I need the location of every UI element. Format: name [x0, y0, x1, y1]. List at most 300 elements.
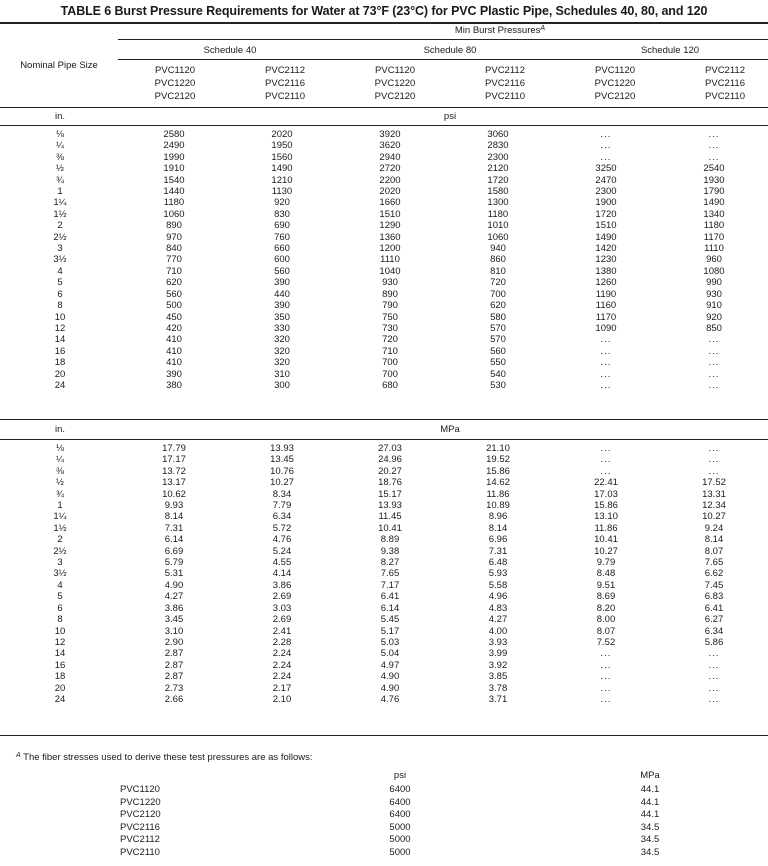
pressure-cell: 810 [490, 265, 506, 277]
pressure-cell: 1510 [379, 208, 401, 220]
pressure-cell: 320 [274, 334, 290, 346]
fiber-psi-value: 6400 [389, 809, 411, 820]
pressure-cell: 3.78 [488, 682, 508, 694]
footnote-mpa-header: MPa [640, 770, 660, 781]
table-row [0, 323, 768, 334]
pressure-cell: 4.55 [272, 557, 292, 569]
pressure-cell: ... [600, 454, 612, 466]
pressure-cell: 920 [274, 197, 290, 209]
pressure-cell: 1040 [379, 265, 401, 277]
pipe-size-cell: 2½ [53, 231, 67, 243]
pressure-cell: 13.31 [702, 488, 726, 500]
pressure-cell: 2940 [379, 151, 401, 163]
pressure-cell: 660 [274, 243, 290, 255]
pressure-cell: 9.93 [164, 500, 184, 512]
pressure-cell: 600 [274, 254, 290, 266]
pipe-size-cell: 14 [54, 648, 66, 660]
pressure-cell: 720 [490, 277, 506, 289]
pipe-size-cell: 4 [57, 265, 63, 277]
pressure-cell: 2490 [163, 140, 185, 152]
pipe-size-cell: 2½ [53, 545, 67, 557]
table-row [0, 534, 768, 545]
pressure-cell: 7.31 [488, 545, 508, 557]
table-row [0, 500, 768, 511]
pressure-cell: 1720 [487, 174, 509, 186]
pressure-cell: 1170 [595, 311, 617, 323]
pressure-cell: 1910 [163, 163, 185, 175]
pressure-cell: 790 [382, 300, 398, 312]
table-row [0, 580, 768, 591]
pressure-cell: 17.17 [162, 454, 186, 466]
mpa-unit-rule [0, 439, 768, 440]
pressure-cell: 580 [490, 311, 506, 323]
table-row [0, 175, 768, 186]
table-row [0, 603, 768, 614]
table-row [0, 546, 768, 557]
fiber-material: PVC1120 [120, 784, 160, 795]
pressure-cell: 350 [274, 311, 290, 323]
pressure-cell: 2200 [379, 174, 401, 186]
pressure-cell: 7.79 [272, 500, 292, 512]
schedule-40-header: Schedule 40 [203, 45, 257, 56]
pressure-cell: 13.93 [378, 500, 402, 512]
pressure-cell: 4.97 [380, 659, 400, 671]
pressure-cell: ... [600, 151, 612, 163]
pressure-cell: 6.41 [380, 591, 400, 603]
pressure-cell: 2.73 [164, 682, 184, 694]
min-burst-label: Min Burst Pressures [454, 25, 541, 36]
pressure-cell: 13.17 [162, 477, 186, 489]
pressure-cell: 560 [274, 265, 290, 277]
pressure-cell: 3.45 [164, 614, 184, 626]
material-grade: PVC1220 [594, 78, 636, 89]
pressure-cell: 8.96 [488, 511, 508, 523]
pressure-cell: 7.31 [164, 522, 184, 534]
pressure-cell: ... [708, 334, 720, 346]
pressure-cell: 20.27 [378, 465, 402, 477]
pressure-cell: 560 [490, 345, 506, 357]
fiber-mpa-value: 44.1 [640, 784, 660, 795]
pressure-cell: 12.34 [702, 500, 726, 512]
pressure-cell: 6.34 [704, 625, 724, 637]
pressure-cell: 13.45 [270, 454, 294, 466]
fiber-mpa-value: 34.5 [640, 821, 660, 833]
pipe-size-cell: 14 [54, 334, 66, 346]
footnote [16, 752, 313, 763]
psi-unit-label: psi [443, 111, 457, 122]
pressure-cell: 1950 [271, 140, 293, 152]
table-row [0, 568, 768, 579]
pressure-cell: 8.14 [488, 522, 508, 534]
pressure-cell: 1380 [595, 265, 617, 277]
pressure-cell: 3.99 [488, 648, 508, 660]
pressure-cell: 3.10 [164, 625, 184, 637]
material-grade: PVC2120 [154, 91, 196, 102]
pressure-cell: 8.69 [596, 591, 616, 603]
pressure-cell: ... [600, 443, 612, 454]
fiber-psi-value: 6400 [389, 796, 411, 808]
pressure-cell: 550 [490, 357, 506, 369]
pressure-cell: 1440 [163, 186, 185, 198]
pressure-cell: 2.87 [164, 659, 184, 671]
pipe-size-cell: ¾ [56, 488, 64, 500]
fiber-psi-value: 5000 [389, 846, 411, 858]
pressure-cell: 1900 [595, 197, 617, 209]
pipe-size-cell: 3 [57, 243, 63, 255]
pressure-cell: 990 [706, 277, 722, 289]
pressure-cell: 8.89 [380, 534, 400, 546]
pressure-cell: 11.86 [594, 522, 618, 534]
pressure-cell: 840 [166, 243, 182, 255]
pressure-cell: 8.14 [704, 534, 724, 546]
pressure-cell: 4.90 [380, 682, 400, 694]
pressure-cell: ... [600, 693, 612, 705]
table-row [0, 614, 768, 625]
pressure-cell: 1180 [487, 208, 509, 220]
fiber-mpa-value: 34.5 [640, 834, 660, 845]
pressure-cell: 530 [490, 379, 506, 391]
pressure-cell: 410 [166, 345, 182, 357]
material-grade: PVC2112 [485, 65, 525, 76]
pressure-cell: 540 [490, 368, 506, 380]
psi-unit-rule [0, 125, 768, 126]
table-row [0, 129, 768, 140]
pressure-cell: 6.34 [272, 511, 292, 523]
pressure-cell: ... [708, 671, 720, 683]
pressure-cell: 10.27 [270, 477, 294, 489]
pressure-cell: 830 [274, 208, 290, 220]
table-row [0, 209, 768, 220]
pressure-cell: 2.66 [164, 693, 184, 705]
fiber-material: PVC2112 [120, 834, 160, 845]
pressure-cell: ... [708, 140, 720, 152]
pressure-cell: 10.41 [378, 522, 402, 534]
pressure-cell: ... [708, 151, 720, 163]
schedule-80-header: Schedule 80 [423, 45, 477, 56]
pressure-cell: 6.27 [704, 614, 724, 626]
pipe-size-cell: 1½ [53, 208, 67, 220]
pressure-cell: 1540 [163, 174, 185, 186]
table-row [0, 511, 768, 522]
fiber-material: PVC2116 [120, 821, 160, 833]
pressure-cell: 1010 [487, 220, 509, 232]
pressure-cell: 2.17 [272, 682, 292, 694]
table-row [0, 369, 768, 380]
pressure-cell: 1110 [380, 254, 400, 266]
pressure-cell: 710 [166, 265, 182, 277]
pressure-cell: 4.27 [164, 591, 184, 603]
pressure-cell: 6.69 [164, 545, 184, 557]
table-row [0, 671, 768, 682]
pressure-cell: ... [600, 129, 612, 140]
pressure-cell: 320 [274, 357, 290, 369]
pressure-cell: 700 [382, 368, 398, 380]
pressure-cell: 700 [382, 357, 398, 369]
table-row [0, 277, 768, 288]
pressure-cell: 24.96 [378, 454, 402, 466]
pressure-cell: 7.45 [704, 579, 724, 591]
pressure-cell: 1990 [163, 151, 185, 163]
pressure-cell: ... [600, 368, 612, 380]
pressure-cell: 2300 [595, 186, 617, 198]
pipe-size-cell: ½ [56, 163, 64, 175]
pressure-cell: 10.27 [594, 545, 618, 557]
pressure-cell: 1090 [595, 322, 617, 334]
table-row [0, 557, 768, 568]
pressure-cell: 5.17 [380, 625, 400, 637]
pipe-size-cell: 1 [57, 500, 63, 512]
pressure-cell: 11.86 [486, 488, 510, 500]
pipe-size-cell: 24 [54, 379, 66, 391]
min-burst-header [400, 25, 600, 36]
pressure-cell: 1230 [595, 254, 617, 266]
table-row [0, 186, 768, 197]
pressure-cell: 10.76 [270, 465, 294, 477]
pressure-cell: 4.27 [488, 614, 508, 626]
pressure-cell: 5.03 [380, 636, 400, 648]
table-row [0, 163, 768, 174]
pressure-cell: 1560 [271, 151, 293, 163]
pressure-cell: 6.48 [488, 557, 508, 569]
pipe-size-cell: 18 [54, 357, 66, 369]
pressure-cell: 15.17 [378, 488, 402, 500]
pressure-cell: 1080 [703, 265, 725, 277]
pressure-cell: 2.69 [272, 614, 292, 626]
pressure-cell: 770 [166, 254, 182, 266]
pressure-cell: 13.93 [270, 443, 294, 454]
pressure-cell: ... [600, 648, 612, 660]
material-grade: PVC2116 [265, 78, 305, 89]
psi-table [0, 129, 768, 391]
pressure-cell: 2300 [487, 151, 509, 163]
pressure-cell: 4.76 [380, 693, 400, 705]
pressure-cell: 1580 [487, 186, 509, 198]
pipe-size-cell: 8 [57, 300, 63, 312]
pressure-cell: 1160 [595, 300, 617, 312]
pipe-size-cell: 6 [57, 602, 63, 614]
pressure-cell: 390 [274, 277, 290, 289]
pipe-size-cell: 18 [54, 671, 66, 683]
pressure-cell: 3.86 [272, 579, 292, 591]
pressure-cell: ... [708, 379, 720, 391]
pressure-cell: 960 [706, 254, 722, 266]
pressure-cell: ... [600, 465, 612, 477]
pressure-cell: 2.24 [272, 648, 292, 660]
pressure-cell: 5.31 [164, 568, 184, 580]
pipe-size-cell: 8 [57, 614, 63, 626]
pressure-cell: 1180 [163, 197, 185, 209]
pressure-cell: 15.86 [486, 465, 510, 477]
table-row [0, 140, 768, 151]
table-row [0, 380, 768, 391]
pressure-cell: 22.41 [594, 477, 618, 489]
pressure-cell: 2540 [703, 163, 725, 175]
pipe-size-cell: 2 [57, 220, 63, 232]
pressure-cell: 8.07 [596, 625, 616, 637]
pressure-cell: 1490 [271, 163, 293, 175]
pressure-cell: ... [600, 140, 612, 152]
pressure-cell: 2580 [163, 129, 185, 140]
pressure-cell: 750 [382, 311, 398, 323]
pressure-cell: 13.72 [162, 465, 186, 477]
pressure-cell: ... [600, 379, 612, 391]
fiber-psi-value: 5000 [389, 821, 411, 833]
pressure-cell: 720 [382, 334, 398, 346]
pressure-cell: 1130 [271, 186, 293, 198]
pressure-cell: 3.71 [488, 693, 508, 705]
table-row [0, 626, 768, 637]
pipe-size-cell: 24 [54, 693, 66, 705]
pressure-cell: 1490 [703, 197, 725, 209]
table-row [0, 648, 768, 659]
table-row [0, 454, 768, 465]
material-grade: PVC2110 [705, 91, 745, 102]
pressure-cell: 1790 [703, 186, 725, 198]
pressure-cell: 2020 [271, 129, 293, 140]
pressure-cell: 6.41 [704, 602, 724, 614]
pressure-cell: 730 [382, 322, 398, 334]
pressure-cell: 6.96 [488, 534, 508, 546]
table-row [0, 152, 768, 163]
pressure-cell: 1060 [487, 231, 509, 243]
pipe-size-cell: 10 [54, 625, 66, 637]
table-row [0, 591, 768, 602]
pipe-size-cell: ¼ [56, 140, 64, 152]
pressure-cell: 1260 [595, 277, 617, 289]
pipe-size-cell: 20 [54, 368, 66, 380]
pressure-cell: 5.04 [380, 648, 400, 660]
pressure-cell: 1930 [703, 174, 725, 186]
fiber-material: PVC2110 [120, 846, 160, 858]
material-grade: PVC2112 [705, 65, 745, 76]
table-row [0, 489, 768, 500]
pressure-cell: 3.03 [272, 602, 292, 614]
pressure-cell: 4.14 [272, 568, 292, 580]
pressure-cell: 4.96 [488, 591, 508, 603]
pipe-size-cell: ⅛ [56, 129, 64, 140]
table-row [0, 243, 768, 254]
pressure-cell: 1660 [379, 197, 401, 209]
pressure-cell: 2020 [379, 186, 401, 198]
table-row [0, 357, 768, 368]
pressure-cell: 3250 [595, 163, 617, 175]
pressure-cell: 7.65 [380, 568, 400, 580]
pressure-cell: 11.45 [378, 511, 402, 523]
material-grade: PVC1220 [374, 78, 416, 89]
pressure-cell: ... [708, 443, 720, 454]
top-rule [0, 22, 768, 24]
pressure-cell: 1290 [379, 220, 401, 232]
pipe-size-cell: 16 [54, 659, 66, 671]
pipe-size-cell: ¼ [56, 454, 64, 466]
pressure-cell: 3060 [487, 129, 509, 140]
table-row [0, 334, 768, 345]
pressure-cell: ... [708, 345, 720, 357]
pipe-size-cell: 6 [57, 288, 63, 300]
pressure-cell: 9.79 [596, 557, 616, 569]
pipe-size-cell: 2 [57, 534, 63, 546]
pressure-cell: 1110 [704, 243, 724, 255]
material-grade: PVC1120 [375, 65, 415, 76]
header-bottom-rule [0, 107, 768, 108]
pressure-cell: 5.79 [164, 557, 184, 569]
fiber-material: PVC2120 [120, 809, 161, 820]
fiber-psi-value: 6400 [389, 784, 411, 795]
pressure-cell: 17.03 [594, 488, 618, 500]
pressure-cell: 8.07 [704, 545, 724, 557]
pressure-cell: 2.69 [272, 591, 292, 603]
pressure-cell: 9.51 [596, 579, 616, 591]
section-divider-rule [0, 419, 768, 420]
pressure-cell: 7.65 [704, 557, 724, 569]
pipe-size-cell: 1 [57, 186, 63, 198]
pressure-cell: 1190 [595, 288, 617, 300]
pressure-cell: 390 [274, 300, 290, 312]
material-grade: PVC2112 [265, 65, 305, 76]
pressure-cell: ... [600, 682, 612, 694]
pressure-cell: 2120 [487, 163, 509, 175]
pressure-cell: 10.41 [594, 534, 618, 546]
pressure-cell: 8.34 [272, 488, 292, 500]
pressure-cell: 17.79 [162, 443, 186, 454]
pressure-cell: 570 [490, 322, 506, 334]
material-grade: PVC2116 [485, 78, 525, 89]
pressure-cell: 330 [274, 322, 290, 334]
pressure-cell: 8.00 [596, 614, 616, 626]
pressure-cell: 560 [166, 288, 182, 300]
table-row [0, 289, 768, 300]
pipe-size-cell: 4 [57, 579, 63, 591]
pipe-size-cell: 12 [54, 636, 66, 648]
pressure-cell: 18.76 [378, 477, 402, 489]
pressure-cell: 690 [274, 220, 290, 232]
pressure-cell: 930 [382, 277, 398, 289]
pipe-size-cell: 12 [54, 322, 66, 334]
pressure-cell: 3.92 [488, 659, 508, 671]
pressure-cell: 390 [166, 368, 182, 380]
pipe-size-cell: ⅜ [56, 151, 64, 163]
pressure-cell: 450 [166, 311, 182, 323]
pressure-cell: 2.87 [164, 648, 184, 660]
pressure-cell: 890 [166, 220, 182, 232]
pressure-cell: 1420 [595, 243, 617, 255]
material-grade: PVC2120 [374, 91, 416, 102]
pressure-cell: 890 [382, 288, 398, 300]
table-row [0, 683, 768, 694]
pipe-size-cell: ⅛ [56, 443, 64, 454]
pipe-size-cell: 16 [54, 345, 66, 357]
pressure-cell: 1060 [163, 208, 185, 220]
pressure-cell: 3.85 [488, 671, 508, 683]
table-row [0, 300, 768, 311]
pipe-size-cell: 3½ [53, 568, 67, 580]
pressure-cell: 5.58 [488, 579, 508, 591]
pressure-cell: 8.27 [380, 557, 400, 569]
pressure-cell: 5.45 [380, 614, 400, 626]
mpa-size-unit: in. [54, 424, 66, 435]
pressure-cell: 4.76 [272, 534, 292, 546]
pressure-cell: 2.87 [164, 671, 184, 683]
table-row [0, 466, 768, 477]
table-row [0, 694, 768, 705]
pressure-cell: 6.62 [704, 568, 724, 580]
table-row [0, 443, 768, 454]
table-title: TABLE 6 Burst Pressure Requirements for Water at 73°F (23°C) for PVC Plastic Pipe, Schedules 40, 80, and 120 [60, 4, 708, 18]
footnote-marker-a: A [16, 752, 21, 759]
pressure-cell: 380 [166, 379, 182, 391]
pressure-cell: 2470 [595, 174, 617, 186]
pressure-cell: ... [600, 659, 612, 671]
